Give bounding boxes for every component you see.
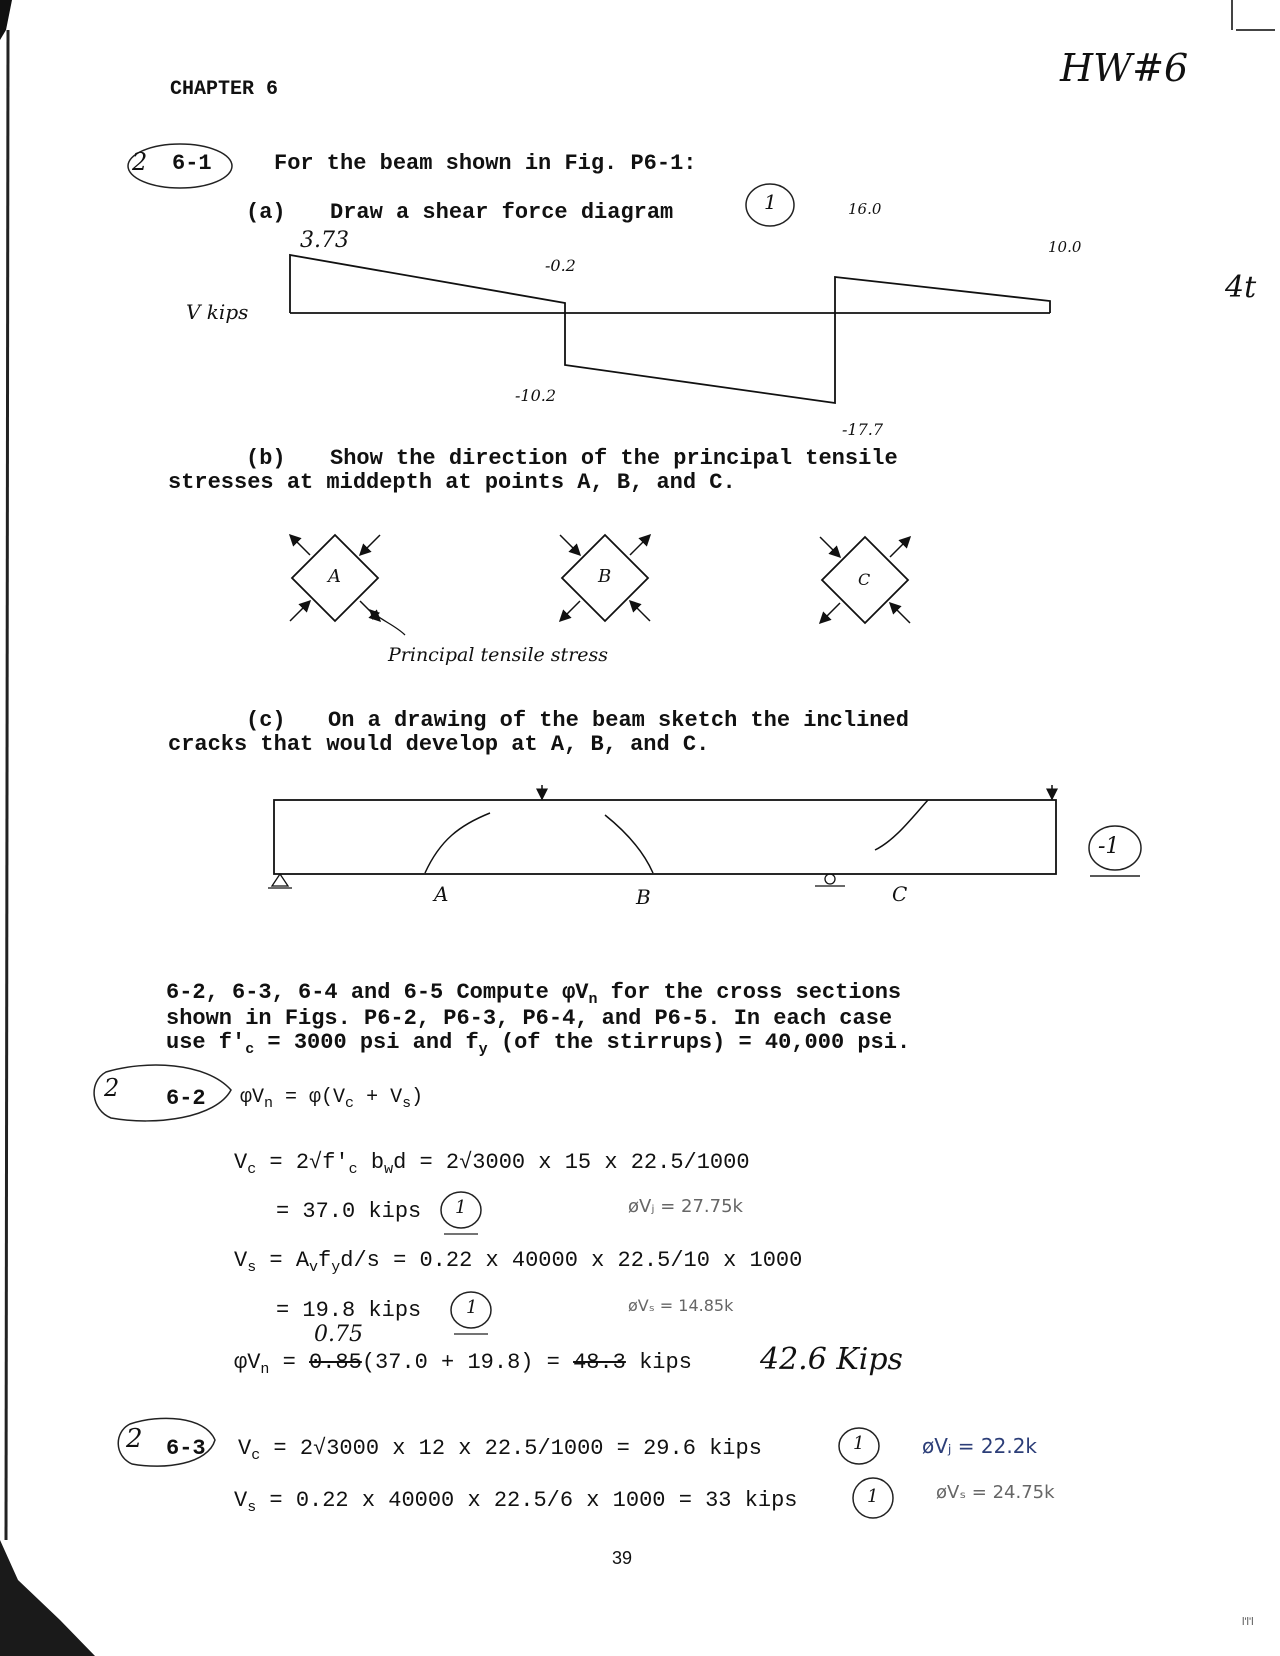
part-c-text-1: On a drawing of the beam sketch the inclined xyxy=(328,708,909,733)
sfd-end-right: 10.0 xyxy=(1048,238,1082,256)
sfd-outline xyxy=(290,255,1050,403)
principal-note-arrow xyxy=(370,610,405,635)
intro-line-3: use $f'_c = 3000$ psi and $f_y$ (of the stirrups) = 40,000 psi. xyxy=(166,1030,911,1058)
crack-a-label: A xyxy=(434,882,449,906)
sfd-right-bottom: -17.7 xyxy=(842,420,884,439)
element-c-label: C xyxy=(858,570,871,589)
element-a-label: A xyxy=(328,566,341,587)
part-a-label: (a) xyxy=(246,200,286,225)
part-b-text-1: Show the direction of the principal tensile xyxy=(330,446,898,471)
part-c-label: (c) xyxy=(246,708,286,733)
pin-support-left xyxy=(268,874,292,888)
score-6-3: 2 xyxy=(126,1424,143,1454)
note-6-3-vs: øVₛ = 24.75k xyxy=(936,1482,1055,1503)
vc-result: = 37.0 kips xyxy=(276,1199,422,1224)
eq-phi-vn: $\varphi V_n = 0.85(37.0 + 19.8) = 48.3$ kips xyxy=(234,1350,692,1378)
score-vs: 1 xyxy=(466,1297,478,1318)
problem-title-6-1: For the beam shown in Fig. P6-1: xyxy=(274,151,697,176)
sfd-mid-bottom: -10.2 xyxy=(515,386,557,405)
score-6-3-vc: 1 xyxy=(853,1433,865,1454)
crack-b-label: B xyxy=(636,885,651,909)
crack-c xyxy=(875,800,928,850)
roller-support xyxy=(815,874,845,886)
problem-number-6-2: 6-2 xyxy=(166,1086,206,1111)
part-a-text: Draw a shear force diagram xyxy=(330,200,674,225)
part-c-text-2: cracks that would develop at A, B, and C. xyxy=(168,732,710,757)
score-6-2: 2 xyxy=(104,1074,120,1102)
intro-line-1: 6-2, 6-3, 6-4 and 6-5 Compute $\varphi V_n$ for the cross sections xyxy=(166,980,902,1008)
corner-mark: l'l'l xyxy=(1242,1616,1254,1628)
vs-note: øVₛ = 14.85k xyxy=(628,1296,734,1315)
score-vc: 1 xyxy=(455,1197,467,1218)
phivn-correction: 0.75 xyxy=(314,1322,363,1347)
intro-line-2: shown in Figs. P6-2, P6-3, P6-4, and P6-5. In each case xyxy=(166,1006,893,1031)
eq-6-3-vc: $V_c = 2√3000$ x 12 x 22.5/1000 = 29.6 kips xyxy=(238,1436,762,1464)
eq-vc: $V_c = 2√f'_c$ $b_wd = 2√3000$ x 15 x 22.5/1000 xyxy=(234,1150,750,1178)
score-6-1: 2 xyxy=(132,148,148,176)
beam-crack-sketch xyxy=(260,785,1080,905)
crack-b xyxy=(605,815,653,873)
sfd-mid-top: -0.2 xyxy=(545,256,576,275)
chapter-heading: CHAPTER 6 xyxy=(170,78,279,101)
sfd-axis-label: V kips xyxy=(186,300,249,324)
score-c: -1 xyxy=(1098,834,1120,859)
margin-score: 4t xyxy=(1225,270,1257,305)
score-a: 1 xyxy=(764,190,777,214)
note-6-3-vc: øVⱼ = 22.2k xyxy=(922,1434,1037,1458)
beam-outline xyxy=(274,800,1056,874)
eq-6-3-vs: $V_s = 0.22$ x 40000 x 22.5/6 x 1000 = 33 kips xyxy=(234,1488,798,1516)
element-b-label: B xyxy=(598,566,612,587)
sfd-peak-right: 16.0 xyxy=(848,200,882,218)
eq-phi-vn-def: $\varphi V_n = \varphi(V_c + V_s)$ xyxy=(240,1086,424,1112)
sfd-left-top: 3.73 xyxy=(300,228,349,253)
score-6-3-vs: 1 xyxy=(867,1486,879,1507)
page-number: 39 xyxy=(612,1548,633,1568)
vs-result: = 19.8 kips xyxy=(276,1298,422,1323)
part-b-text-2: stresses at middepth at points A, B, and C. xyxy=(168,470,736,495)
problem-number-6-1: 6-1 xyxy=(172,151,212,176)
crack-a xyxy=(425,813,490,873)
principal-note: Principal tensile stress xyxy=(388,644,609,666)
shear-force-diagram xyxy=(280,225,1080,445)
vc-note: øVⱼ = 27.75k xyxy=(628,1196,743,1217)
phivn-hand-result: 42.6 Kips xyxy=(760,1342,903,1377)
problem-number-6-3: 6-3 xyxy=(166,1436,206,1461)
hw-mark: HW#6 xyxy=(1060,46,1189,90)
eq-vs: $V_s = A_vf_yd/s = 0.22$ x 40000 x 22.5/10 x 1000 xyxy=(234,1248,803,1276)
crack-c-label: C xyxy=(892,882,908,906)
part-b-label: (b) xyxy=(246,446,286,471)
